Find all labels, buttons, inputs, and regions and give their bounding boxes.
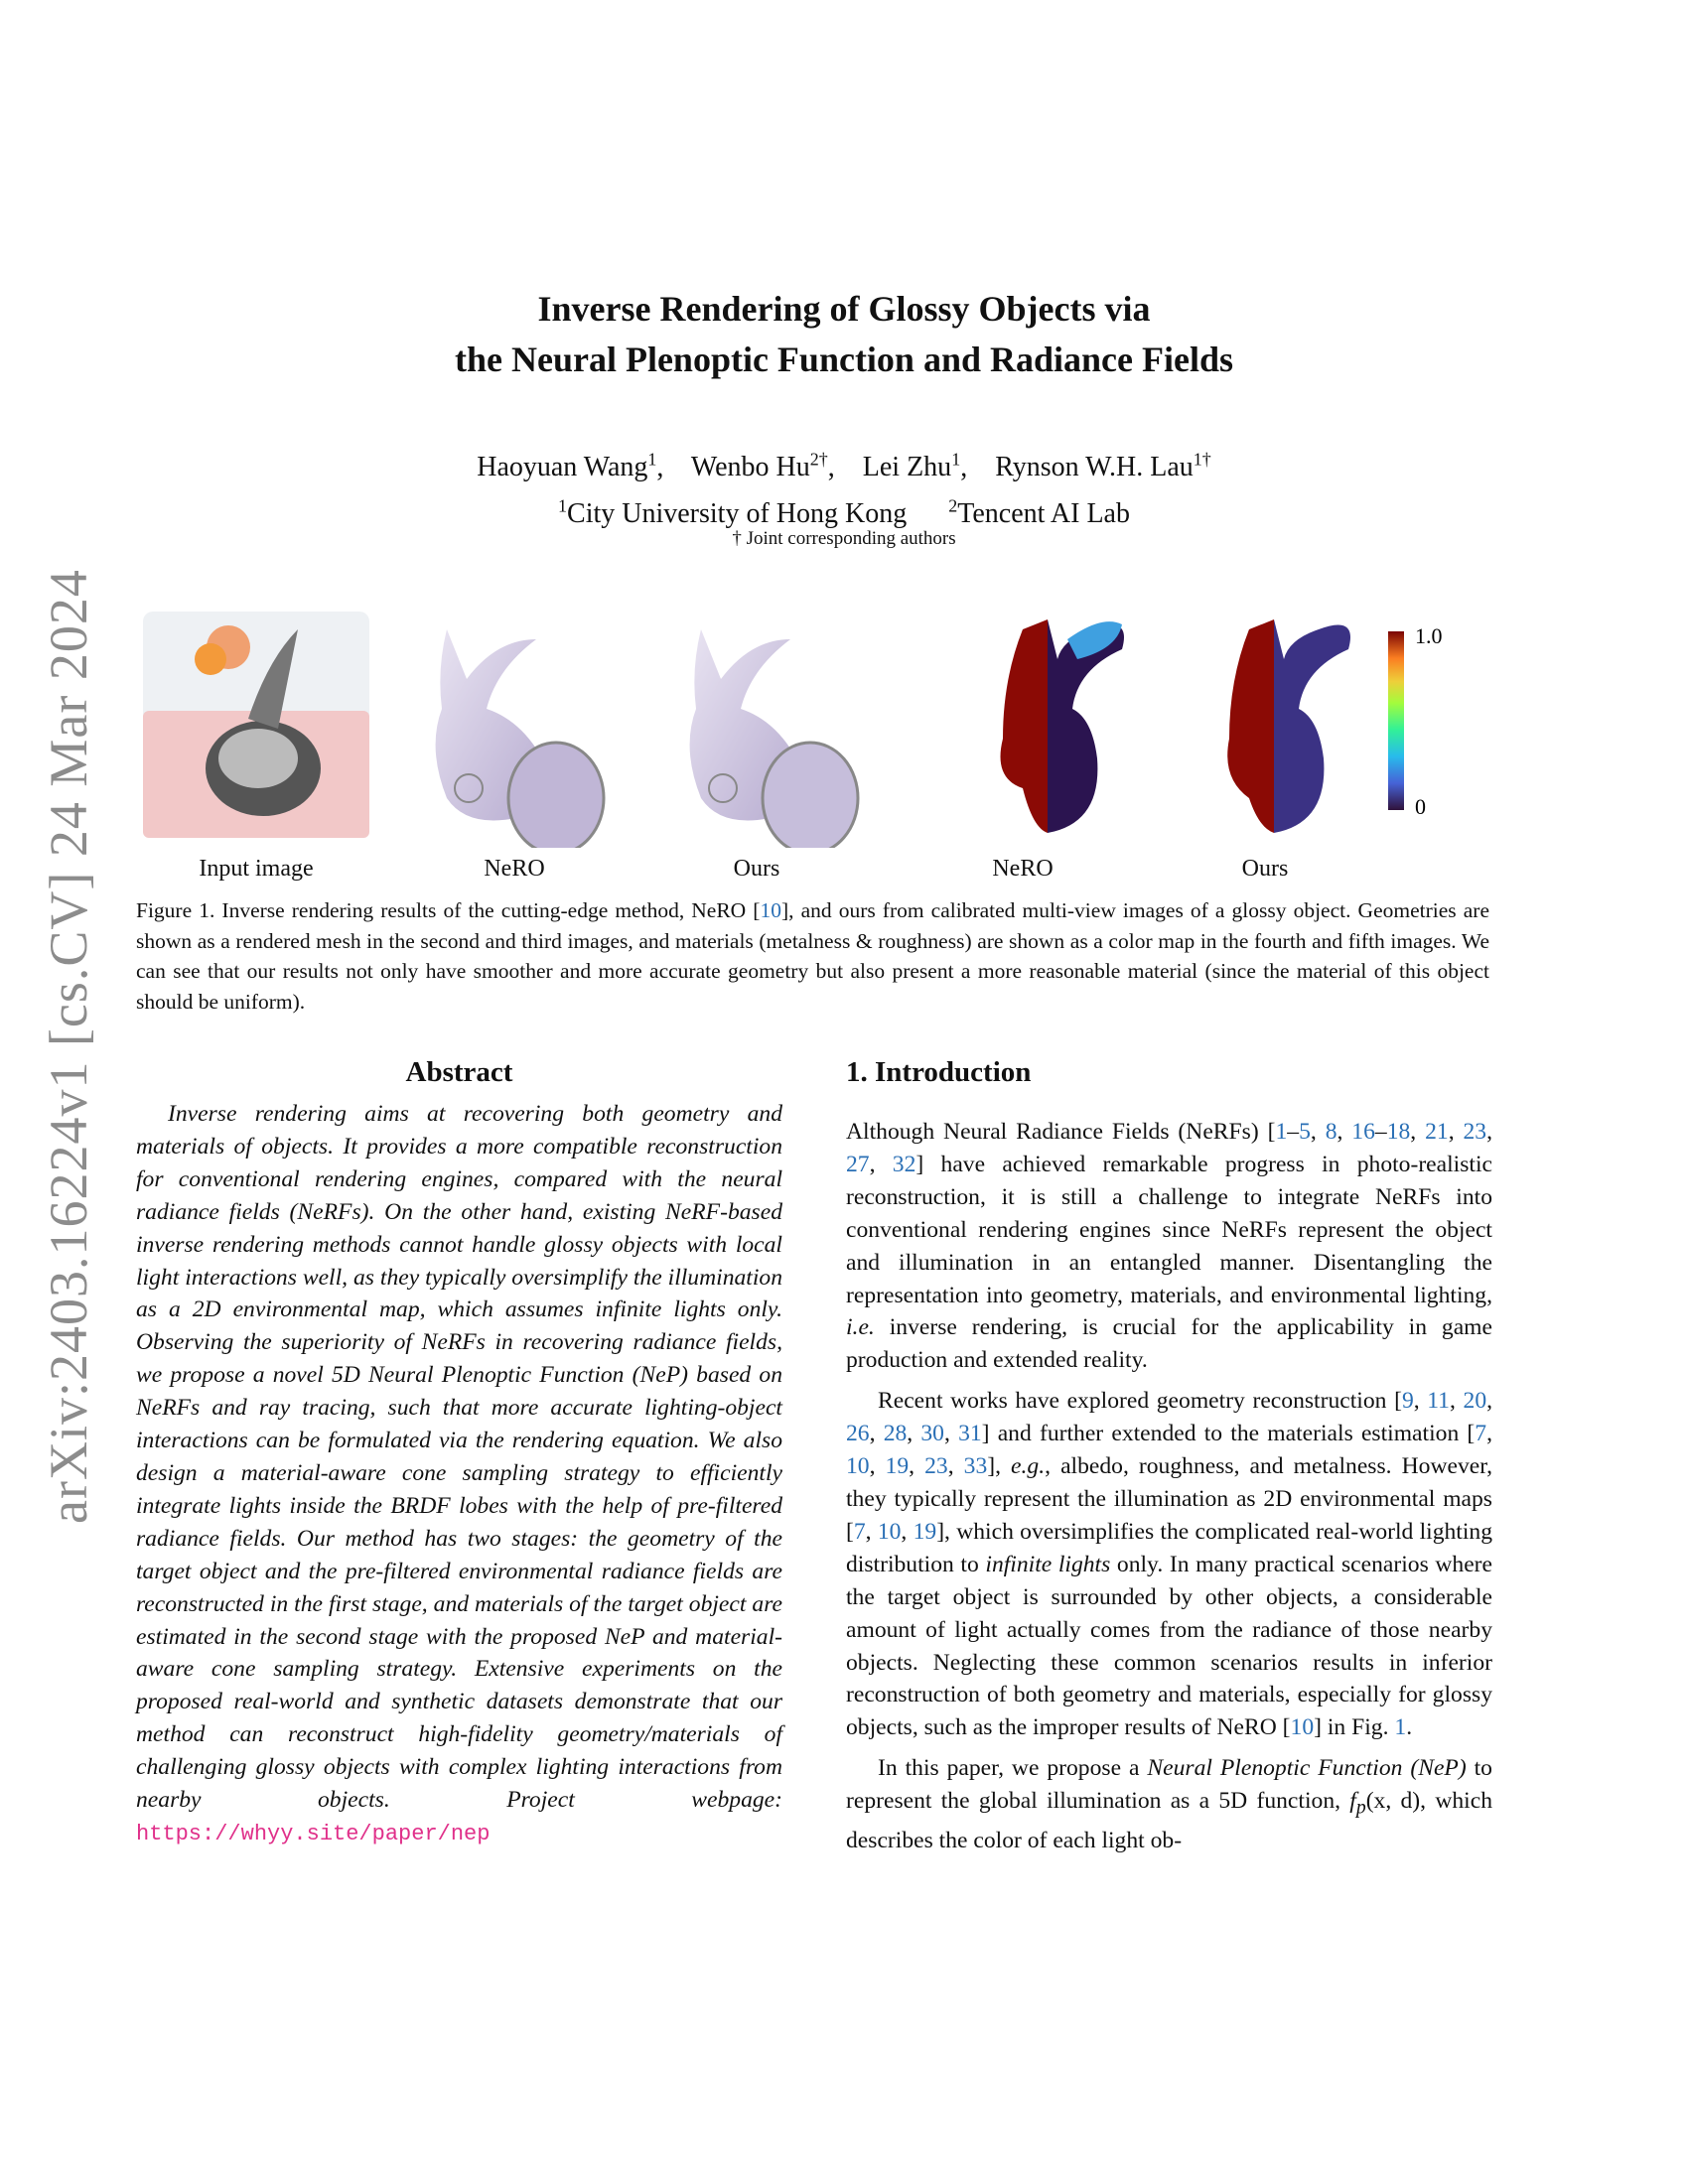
citation-link[interactable]: 10 bbox=[846, 1453, 870, 1480]
citation-link[interactable]: 30 bbox=[920, 1421, 944, 1447]
text-run: only. In many practical scenarios where the target object is surrounded by other objects, a considerable amount of light actually comes from the radiance of those nearby objects. Neglecting these common scenarios results in inferior reconstruction of both geometry and materials, especially for glossy objects, such as the improper results of NeRO [ bbox=[846, 1551, 1493, 1741]
author-list: Haoyuan Wang$^1$, Wenbo $Hu^{2\dagger}$, Lei Zhu$^1$, Rynson W.H. Lau$^{1\dagger}$ bbox=[477, 450, 1211, 483]
figure-label-nero-material: NeRO bbox=[992, 856, 1054, 882]
abstract-section bbox=[136, 1052, 782, 1851]
paper-title bbox=[0, 284, 1688, 385]
citation-link[interactable]: 8 bbox=[1325, 1119, 1337, 1145]
text-run: ] and further extended to the materials estimation [ bbox=[981, 1421, 1476, 1447]
text-run: ] have achieved remarkable progress in photo-realistic reconstruction, it is still a challenge to integrate NeRFs into conventional rendering engines since NeRFs represent the object and illumination in an entangled manner. Disentangling the representation into geometry, materials, and environmental lighting, bbox=[846, 1151, 1492, 1308]
text-run: , bbox=[1486, 1388, 1493, 1415]
figure-1 bbox=[139, 600, 1499, 848]
text-run: , bbox=[869, 1453, 886, 1480]
citation-link[interactable]: 31 bbox=[958, 1421, 982, 1447]
affiliations bbox=[0, 486, 1688, 532]
intro-paragraph bbox=[846, 1385, 1492, 1744]
text-run: , bbox=[1410, 1119, 1426, 1145]
emphasis: infinite lights bbox=[985, 1551, 1111, 1577]
ours-material-map bbox=[1227, 619, 1350, 833]
subscript: p bbox=[1355, 1796, 1366, 1819]
text-run: . bbox=[1406, 1714, 1413, 1741]
project-webpage-link[interactable]: https://whyy.site/paper/nep bbox=[136, 1821, 491, 1846]
title-line-1: Inverse Rendering of Glossy Objects via bbox=[537, 289, 1151, 329]
author: Lei Zhu$^1$ bbox=[862, 450, 961, 483]
text-run: , bbox=[947, 1453, 964, 1480]
author-block bbox=[0, 441, 1688, 533]
text-run: , bbox=[1486, 1421, 1492, 1447]
citation-link[interactable]: 5 bbox=[1299, 1119, 1311, 1145]
citation-link[interactable]: 16 bbox=[1351, 1119, 1375, 1145]
text-run: , bbox=[1413, 1388, 1428, 1415]
figure-images bbox=[139, 600, 1499, 848]
joint-authors-note: † Joint corresponding authors bbox=[732, 528, 956, 549]
intro-paragraph bbox=[846, 1116, 1492, 1377]
nero-material-map bbox=[1001, 619, 1125, 833]
text-run: inverse rendering, is crucial for the applicability in game production and extended reality. bbox=[846, 1314, 1492, 1374]
colorbar-max: 1.0 bbox=[1415, 623, 1443, 648]
input-image bbox=[143, 612, 369, 838]
emphasis: i.e. bbox=[846, 1314, 875, 1341]
citation-link[interactable]: 27 bbox=[846, 1151, 870, 1177]
citation-link[interactable]: 1 bbox=[1394, 1714, 1407, 1741]
citation-link[interactable]: 11 bbox=[1427, 1388, 1450, 1415]
citation-link[interactable]: 7 bbox=[853, 1518, 866, 1545]
text-run: , bbox=[943, 1421, 959, 1447]
citation-link[interactable]: 19 bbox=[913, 1518, 937, 1545]
citation-link[interactable]: 1 bbox=[1275, 1119, 1288, 1145]
emphasis: f bbox=[1349, 1788, 1356, 1815]
arxiv-side-label: arXiv:2403.16224v1 [cs.CV] 24 Mar 2024 bbox=[39, 569, 98, 1524]
text-run: , bbox=[907, 1421, 921, 1447]
citation-link[interactable]: 21 bbox=[1425, 1119, 1449, 1145]
introduction-section bbox=[846, 1052, 1492, 1857]
citation-link[interactable]: 26 bbox=[846, 1421, 870, 1447]
citation-link[interactable]: 9 bbox=[1401, 1388, 1414, 1415]
text-run: – bbox=[1287, 1119, 1300, 1145]
citation-link[interactable]: 10 bbox=[1290, 1714, 1315, 1741]
text-run: Figure 1. Inverse rendering results of the cutting-edge method, NeRO [ bbox=[136, 898, 761, 922]
text-run: (x, d), which describes the color of each light ob- bbox=[846, 1788, 1493, 1853]
text-run: , bbox=[909, 1453, 925, 1480]
abstract-body: Inverse rendering aims at recovering both geometry and materials of objects. It provides a more compatible reconstruction for conventional rendering engines, compared with the neural radiance fields (NeRFs). On the other hand, existing NeRF-based inverse rendering methods cannot handle glossy objects with local light interactions well, as they typically oversimplify the illumination as a 2D environmental map, which assumes infinite lights only. Observing the superiority of NeRFs in recovering radiance fields, we propose a novel 5D Neural Plenoptic Function (NeP) based on NeRFs and ray tracing, such that more accurate lighting-object interactions can be formulated via the rendering equation. We also design a material-aware cone sampling strategy to efficiently integrate lights inside the BRDF lobes with the help of pre-filtered radiance fields. Our method has two stages: the geometry of the target object and the pre-filtered environmental radiance fields are reconstructed in the first stage, and materials of the target object are estimated in the second stage with the proposed NeP and material-aware cone sampling strategy. Extensive experiments on the proposed real-world and synthetic datasets demonstrate that our method can reconstruct high-fidelity geometry/materials of challenging glossy objects with complex lighting interactions from nearby objects. Project webpage: https://whyy.site/paper/nep bbox=[136, 1101, 782, 1846]
project-webpage-label: Project webpage: bbox=[506, 1787, 782, 1814]
citation-link[interactable]: 19 bbox=[885, 1453, 910, 1480]
citation-link[interactable]: 28 bbox=[883, 1421, 908, 1447]
author: Haoyuan Wang$^1$ bbox=[477, 450, 657, 483]
figure-label-nero-geometry: NeRO bbox=[484, 856, 545, 882]
text-run: to represent the global illumination as a 5D function, bbox=[846, 1755, 1492, 1815]
text-run: ], and ours from calibrated multi-view images of a glossy object. Geometries are shown as a rendered mesh in the second and third images, and materials (metalness & roughness) are shown as a color map in the fourth and fifth images. We can see that our results not only have smoother and more accurate geometry but also present a more reasonable material (since the material of this object should be uniform). bbox=[136, 898, 1489, 1014]
nero-geometry bbox=[436, 629, 604, 848]
intro-paragraph bbox=[846, 1752, 1492, 1856]
emphasis: Neural Plenoptic Function (NeP) bbox=[1147, 1755, 1467, 1782]
abstract-heading: Abstract bbox=[405, 1056, 513, 1088]
citation-link[interactable]: 7 bbox=[1475, 1421, 1487, 1447]
citation-link[interactable]: 20 bbox=[1463, 1388, 1487, 1415]
figure-caption bbox=[136, 895, 1489, 1017]
colorbar bbox=[1388, 631, 1404, 810]
affiliation: $^1$City University of Hong Kong bbox=[558, 495, 908, 529]
text-run: , bbox=[869, 1151, 893, 1177]
text-run: , bbox=[1336, 1119, 1352, 1145]
citation-link[interactable]: 32 bbox=[892, 1151, 916, 1177]
citation-link[interactable]: 18 bbox=[1386, 1119, 1411, 1145]
text-run: In this paper, we propose a bbox=[878, 1755, 1148, 1782]
figure-label-ours-material: Ours bbox=[1241, 856, 1289, 882]
author: Rynson W.H. Lau$^{1\dagger}$ bbox=[995, 450, 1211, 483]
citation-link[interactable]: 33 bbox=[963, 1453, 988, 1480]
text-run: , albedo, roughness, and metalness. However, they typically represent the illumination as 2D environmental maps [ bbox=[846, 1453, 1493, 1545]
introduction-heading: 1. Introduction bbox=[846, 1056, 1032, 1088]
text-run: , bbox=[865, 1518, 878, 1545]
text-run: , bbox=[1310, 1119, 1326, 1145]
title-line-2: the Neural Plenoptic Function and Radiance Fields bbox=[454, 340, 1234, 379]
figure-label-input: Input image bbox=[199, 856, 314, 882]
text-run: – bbox=[1374, 1119, 1387, 1145]
author: Wenbo $Hu^{2\dagger}$ bbox=[690, 450, 828, 483]
ours-geometry bbox=[690, 629, 858, 848]
citation-link[interactable]: 10 bbox=[877, 1518, 902, 1545]
affiliation: $^2$Tencent AI Lab bbox=[948, 495, 1130, 529]
citation-link[interactable]: 23 bbox=[924, 1453, 948, 1480]
text-run: ], bbox=[987, 1453, 1012, 1480]
text-run: , bbox=[1448, 1119, 1464, 1145]
text-run: , bbox=[901, 1518, 914, 1545]
text-run: Recent works have explored geometry reconstruction [ bbox=[878, 1388, 1402, 1415]
text-run: ] in Fig. bbox=[1314, 1714, 1395, 1741]
emphasis: e.g. bbox=[1011, 1453, 1046, 1480]
text-run: , bbox=[869, 1421, 884, 1447]
text-run: , bbox=[1486, 1119, 1492, 1145]
figure-label-ours-geometry: Ours bbox=[733, 856, 780, 882]
colorbar-min: 0 bbox=[1415, 794, 1426, 819]
text-run: Although Neural Radiance Fields (NeRFs) [ bbox=[846, 1119, 1276, 1145]
text-run: , bbox=[1449, 1388, 1464, 1415]
text-run: ], which oversimplifies the complicated real-world lighting distribution to bbox=[846, 1518, 1493, 1577]
citation-link[interactable]: 10 bbox=[760, 898, 781, 922]
citation-link[interactable]: 23 bbox=[1463, 1119, 1487, 1145]
